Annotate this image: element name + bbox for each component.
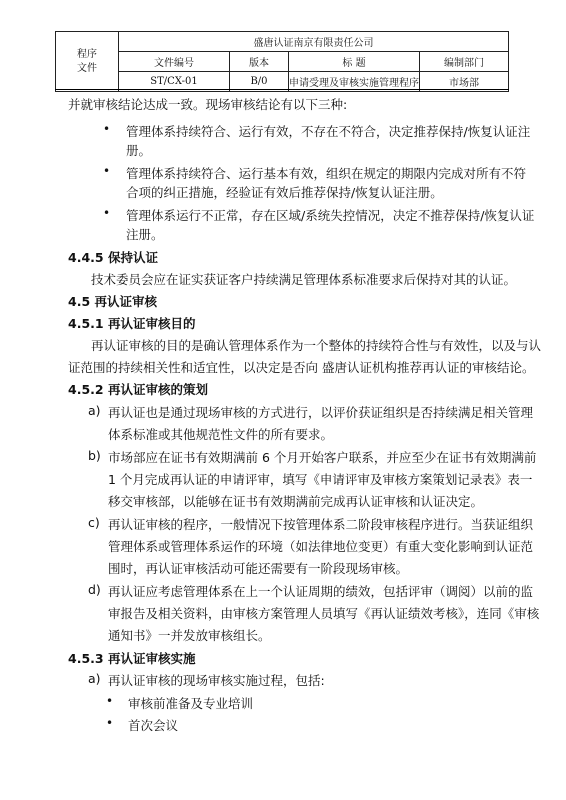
heading-4-5-2: 4.5.2 再认证审核的策划 xyxy=(68,382,208,397)
item-b-line1: 市场部应在证书有效期满前 6 个月开始客户联系，并应至少在证书有效期满前 xyxy=(108,450,537,465)
header-doc-no: ST/CX-01 xyxy=(119,72,230,92)
item-d-line1: 再认证应考虑管理体系在上一个认证周期的绩效，包括评审（调阅）以前的监 xyxy=(108,584,534,599)
header-col-dept: 编制部门 xyxy=(420,52,509,72)
bullet3-line2: 注册。 xyxy=(126,227,164,242)
item-d-line3: 通知书》一并发放审核组长。 xyxy=(108,628,271,643)
item-a-line2: 体系标准或其他规范性文件的所有要求。 xyxy=(108,427,334,442)
item-b-label: b) xyxy=(88,448,101,463)
bullet-dot: • xyxy=(106,694,114,708)
item-c-label: c) xyxy=(88,515,100,530)
item-d-line2: 审报告及相关资料，由审核方案管理人员填写《再认证绩效考核》，连同《审核 xyxy=(108,606,540,621)
item-d-label: d) xyxy=(88,582,101,597)
item-b-line2: 1 个月完成再认证的申请评审，填写《申请评审及审核方案策划记录表》表一 xyxy=(108,472,533,487)
header-col-doc-no: 文件编号 xyxy=(119,52,230,72)
item-c-line2: 管理体系或管理体系运作的环境（如法律地位变更）有重大变化影响到认证范 xyxy=(108,539,534,554)
sub-bullet-2: 首次会议 xyxy=(128,718,179,733)
sub-bullet-1: 审核前准备及专业培训 xyxy=(128,696,254,711)
intro-text: 并就审核结论达成一致。现场审核结论有以下三种: xyxy=(68,97,348,112)
item-a2-line1: 再认证审核的现场审核实施过程，包括: xyxy=(108,673,325,688)
header-title: 申请受理及审核实施管理程序 xyxy=(289,72,420,92)
item-c-line1: 再认证审核的程序，一般情况下按管理体系二阶段审核程序进行。当获证组织 xyxy=(108,517,534,532)
item-a-line1: 再认证也是通过现场审核的方式进行，以评价获证组织是否持续满足相关管理 xyxy=(108,405,534,420)
header-col-version: 版本 xyxy=(230,52,289,72)
header-rule xyxy=(55,89,509,90)
header-left-label-2: 文件 xyxy=(77,62,97,74)
header-col-title: 标 题 xyxy=(289,52,420,72)
header-version: B/0 xyxy=(230,72,289,92)
bullet-dot: • xyxy=(103,206,111,220)
item-a-label: a) xyxy=(88,403,101,418)
bullet1-line2: 册。 xyxy=(126,143,152,158)
heading-4-4-5: 4.4.5 保持认证 xyxy=(68,250,158,265)
bullet-dot: • xyxy=(103,164,111,178)
bullet-dot: • xyxy=(106,716,114,730)
bullet2-line2: 合项的纠正措施，经验证有效后推荐保持/恢复认证注册。 xyxy=(126,185,443,200)
heading-4-5-3: 4.5.3 再认证审核实施 xyxy=(68,651,196,666)
bullet3-line1: 管理体系运行不正常，存在区域/系统失控情况，决定不推荐保持/恢复认证 xyxy=(126,208,535,223)
header-left-cell xyxy=(56,32,119,92)
bullet1-line1: 管理体系持续符合、运行有效，不存在不符合，决定推荐保持/恢复认证注 xyxy=(126,124,531,139)
item-b-line3: 移交审核部，以能够在证书有效期满前完成再认证审核和认证决定。 xyxy=(108,494,484,509)
para-4-4-5: 技术委员会应在证实获证客户持续满足管理体系标准要求后保持对其的认证。 xyxy=(91,272,517,287)
header-company: 盛唐认证南京有限责任公司 xyxy=(119,32,509,52)
header-left-label-1: 程序 xyxy=(77,48,97,60)
item-c-line3: 围时，再认证审核活动可能还需要有一阶段现场审核。 xyxy=(108,561,409,576)
heading-4-5: 4.5 再认证审核 xyxy=(68,294,157,309)
item-a2-label: a) xyxy=(88,671,101,686)
heading-4-5-1: 4.5.1 再认证审核目的 xyxy=(68,316,196,331)
bullet-dot: • xyxy=(103,122,111,136)
bullet2-line1: 管理体系持续符合、运行基本有效，组织在规定的期限内完成对所有不符 xyxy=(126,166,527,181)
document-header-table xyxy=(55,31,509,92)
para-4-5-1-line1: 再认证审核的目的是确认管理体系作为一个整体的持续符合性与有效性，以及与认 xyxy=(91,338,542,353)
header-dept: 市场部 xyxy=(420,72,509,92)
para-4-5-1-line2: 证范围的持续相关性和适宜性，以决定是否向 盛唐认证机构推荐再认证的审核结论。 xyxy=(68,360,535,375)
